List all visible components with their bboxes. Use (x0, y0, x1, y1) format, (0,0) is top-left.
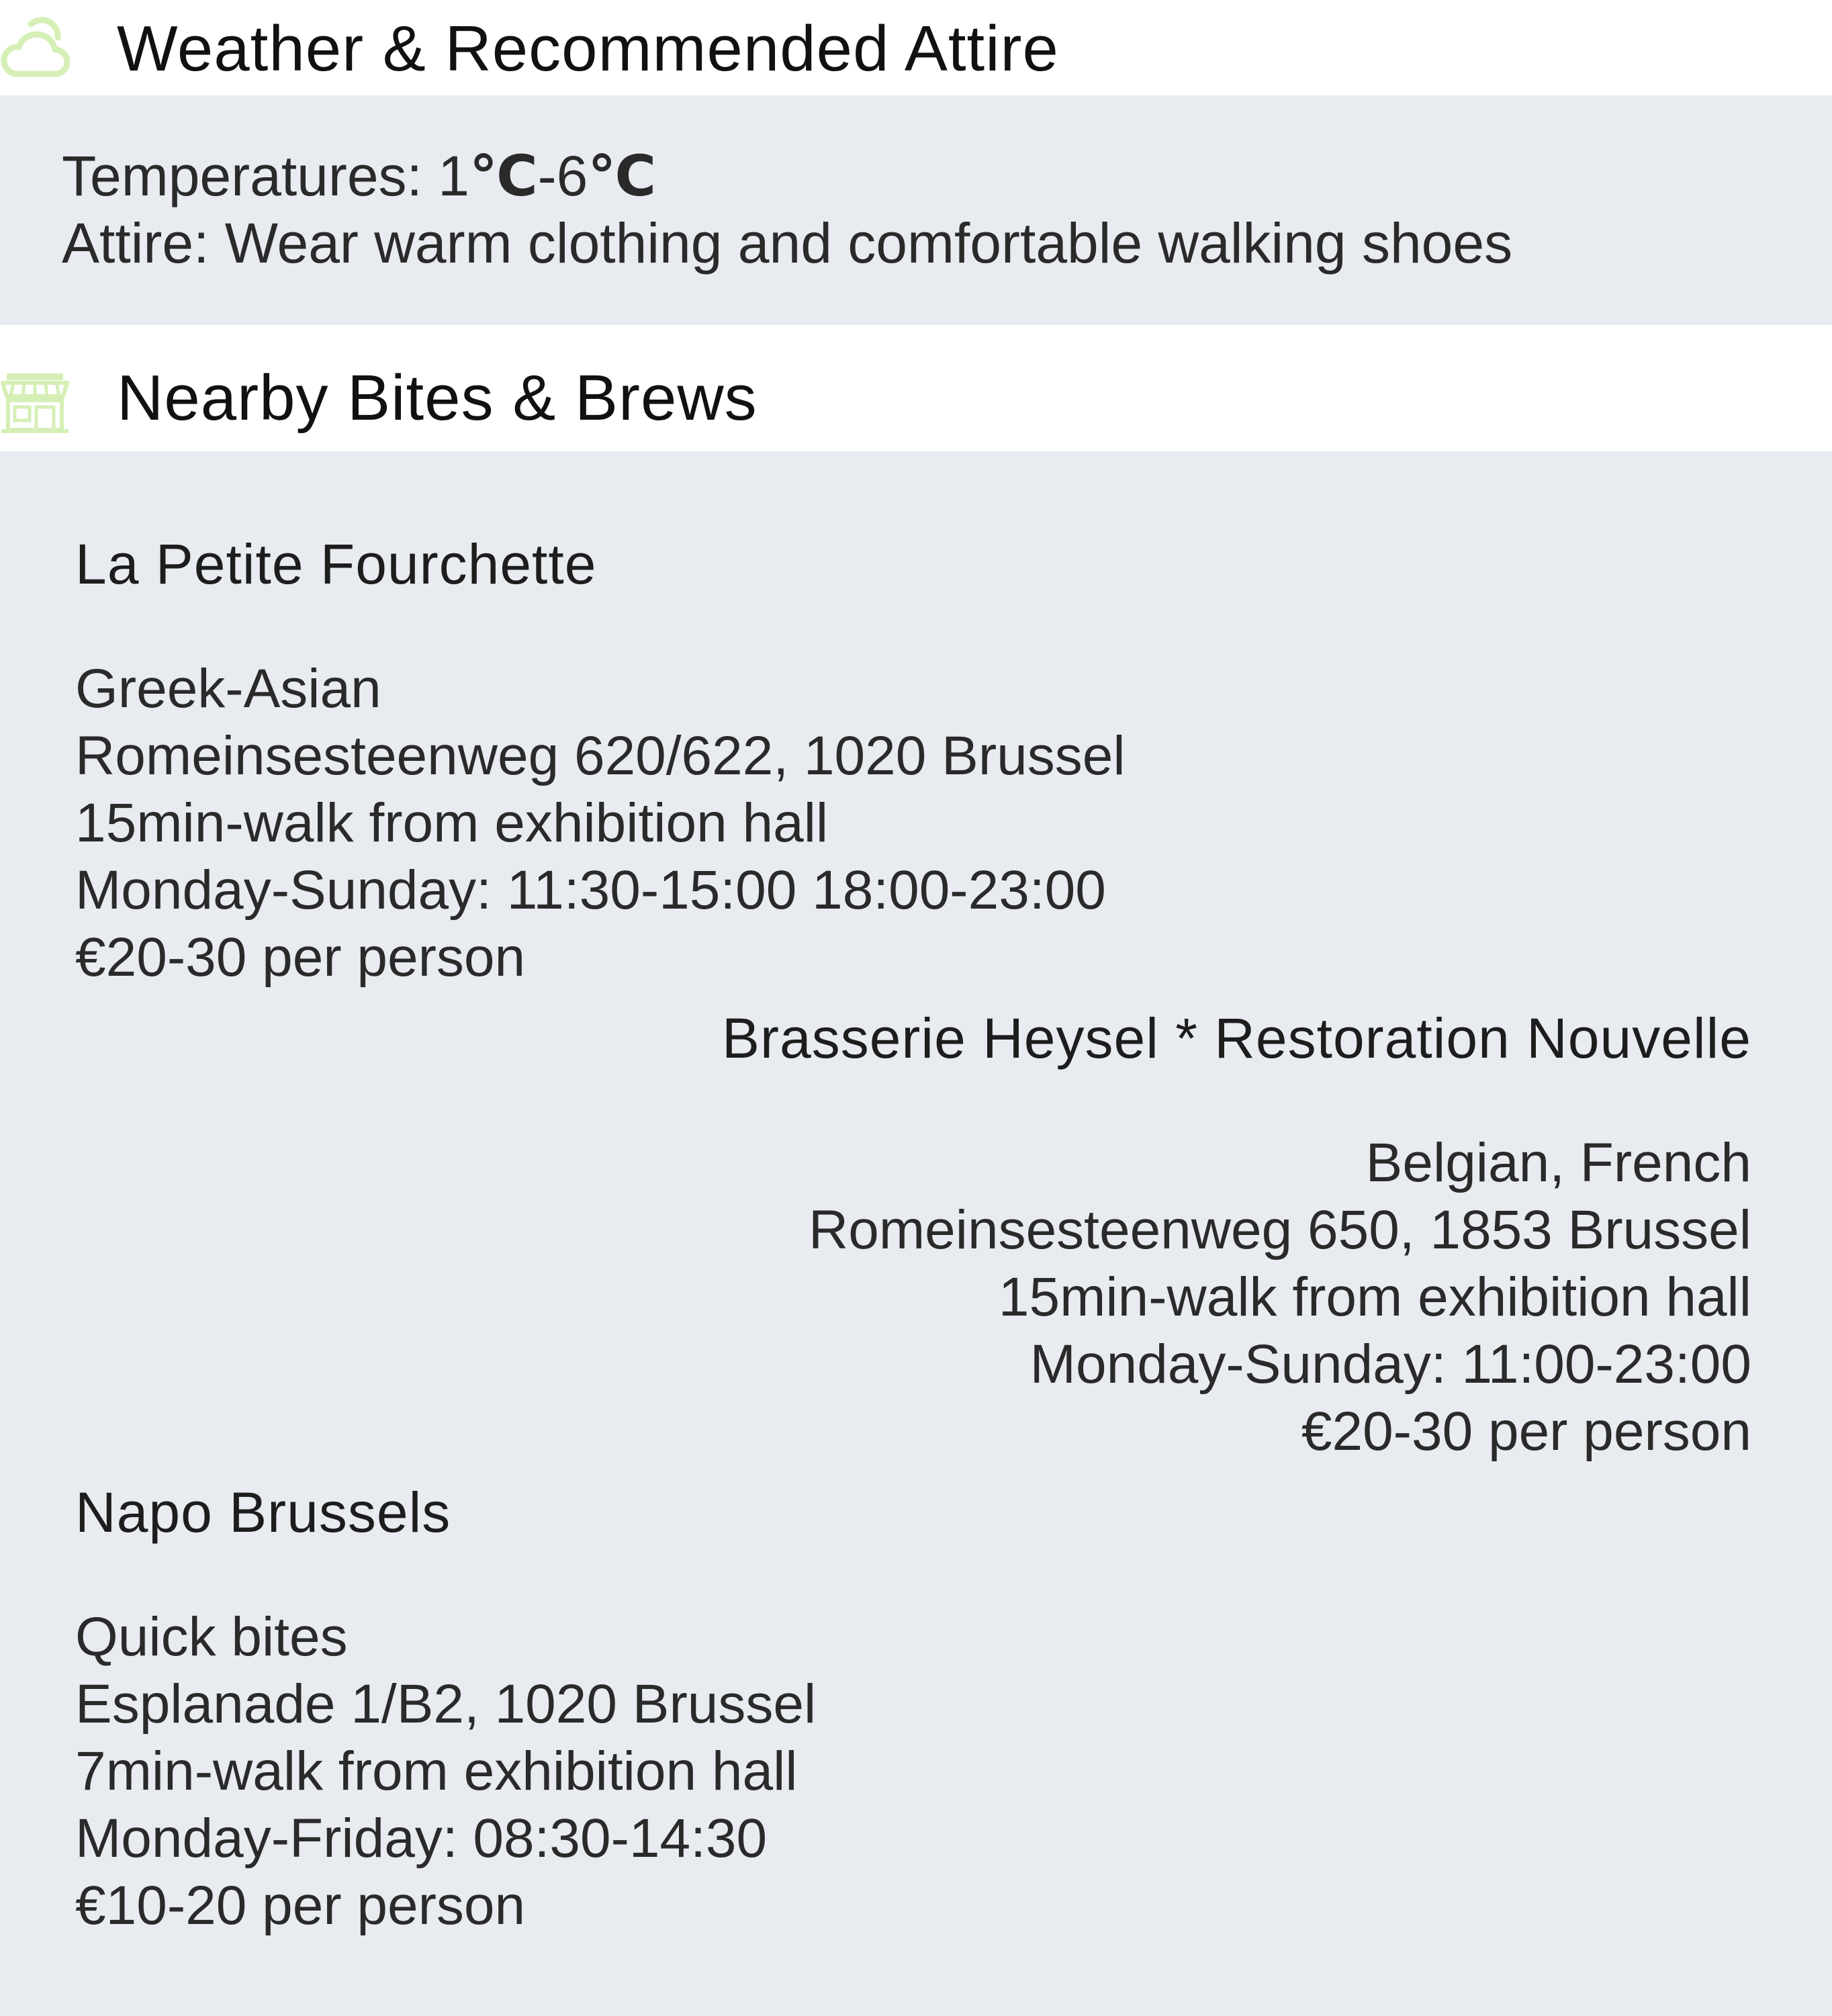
venue-distance: 15min-walk from exhibition hall (998, 1267, 1751, 1328)
venue-address: Romeinsesteenweg 650, 1853 Brussel (809, 1199, 1751, 1261)
venue-distance: 15min-walk from exhibition hall (75, 792, 829, 854)
venue-cuisine: Quick bites (75, 1606, 348, 1667)
venue-name: Brasserie Heysel * Restoration Nouvelle (722, 1007, 1751, 1070)
weather-details (62, 142, 1512, 277)
venue-distance: 7min-walk from exhibition hall (75, 1741, 798, 1802)
weather-section-title: Weather & Recommended Attire (117, 13, 1059, 85)
venue-hours: Monday-Sunday: 11:00-23:00 (1029, 1334, 1751, 1395)
venue-card (722, 1005, 1751, 1465)
venue-address: Romeinsesteenweg 620/622, 1020 Brussel (75, 725, 1126, 786)
temperatures-label: Temperatures: 1 (62, 144, 469, 208)
venue-hours: Monday-Sunday: 11:30-15:00 18:00-23:00 (75, 860, 1106, 921)
venue-cuisine: Greek-Asian (75, 658, 381, 719)
temp-high-unit: ℃ (588, 144, 657, 208)
venue-card (75, 531, 1126, 991)
venue-price: €20-30 per person (75, 927, 526, 988)
venue-price: €20-30 per person (1301, 1401, 1751, 1462)
temp-separator: -6 (537, 144, 588, 208)
weather-section-header (0, 0, 1832, 95)
venue-cuisine: Belgian, French (1365, 1132, 1751, 1193)
food-panel (0, 451, 1832, 2016)
venue-name: La Petite Fourchette (75, 533, 597, 596)
venue-hours: Monday-Friday: 08:30-14:30 (75, 1808, 768, 1869)
cloud-icon (0, 12, 70, 82)
storefront-icon (0, 371, 70, 435)
temp-low-unit: ℃ (469, 144, 538, 208)
venue-card (75, 1479, 816, 1939)
attire-line: Attire: Wear warm clothing and comfortable walking shoes (62, 212, 1513, 275)
food-section-title: Nearby Bites & Brews (117, 362, 758, 434)
venue-address: Esplanade 1/B2, 1020 Brussel (75, 1674, 817, 1735)
weather-panel (0, 95, 1832, 325)
food-section-header (0, 325, 1832, 451)
venue-price: €10-20 per person (75, 1875, 526, 1936)
venue-name: Napo Brussels (75, 1481, 451, 1544)
temperatures-line (62, 142, 1512, 210)
